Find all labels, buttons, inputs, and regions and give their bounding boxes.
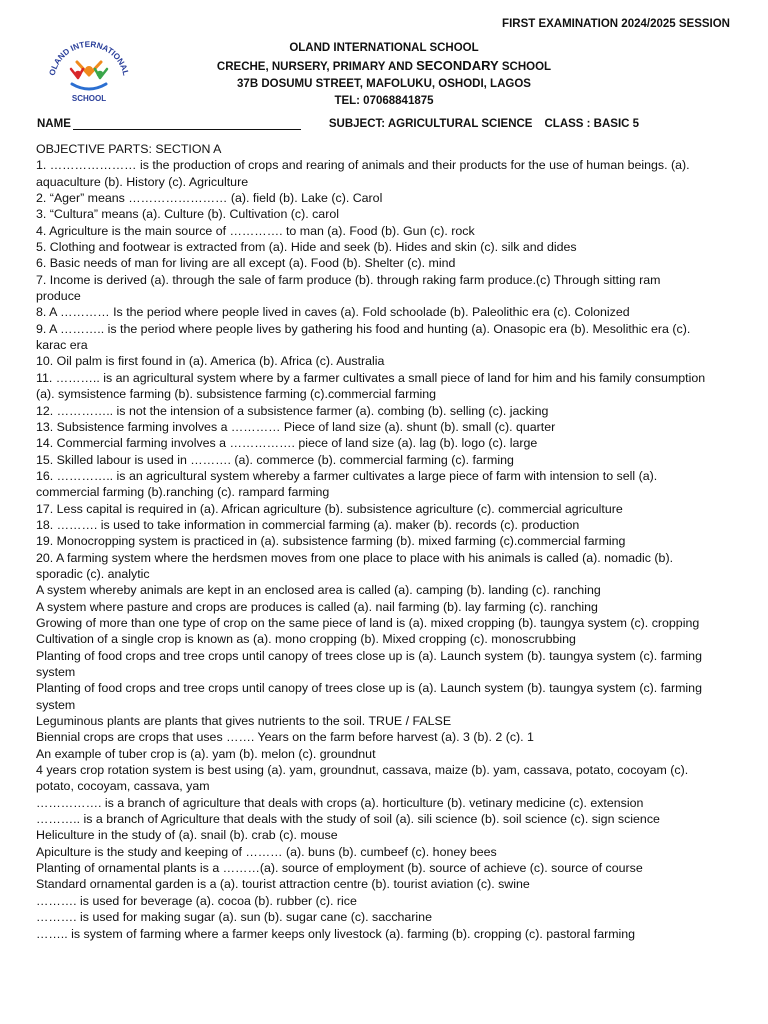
question-item: 14. Commercial farming involves a ……………. piece of land size (a). lag (b). logo (c). large [36, 436, 538, 451]
question-item: …….. is system of farming where a farmer keeps only livestock (a). farming (b). cropping (c). pastoral farming [36, 926, 636, 941]
question-item: Planting of food crops and tree crops until canopy of trees close up is (a). Launch system (b). taungya system (c). farming system [36, 681, 702, 712]
question-item: Planting of food crops and tree crops until canopy of trees close up is (a). Launch system (b). taungya system (c). farming system [36, 648, 702, 679]
logo-arc-text: OLAND INTERNATIONAL [47, 39, 131, 77]
question-item: 13. Subsistence farming involves a ………… Piece of land size (a). shunt (b). small (c). quarter [36, 419, 556, 434]
question-item: 4. Agriculture is the main source of …………. to man (a). Food (b). Gun (c). rock [36, 223, 475, 238]
question-item: 20. A farming system where the herdsmen moves from one place to place with his animals is called (a). nomadic (b). sporadic (c). analytic [36, 550, 674, 581]
question-item: A system where pasture and crops are produces is called (a). nail farming (b). lay farming (c). ranching [36, 599, 598, 614]
question-item: ………. is used for making sugar (a). sun (b). sugar cane (c). saccharine [36, 910, 432, 925]
section-heading: OBJECTIVE PARTS: SECTION A [36, 142, 222, 156]
question-item: 16. ………….. is an agricultural system whereby a farmer cultivates a large piece of farm with intension to sell (a). commercial farming (b).ranching (c). rampard farming [36, 468, 658, 500]
question-item: 9. A ……….. is the period where people lives by gathering his food and hunting (a). Onasopic era (b). Mesolithic era (c). karac era [36, 321, 691, 353]
school-name: OLAND INTERNATIONAL SCHOOL [289, 42, 479, 54]
question-item: Planting of ornamental plants is a ………(a). source of employment (b). source of achieve (c). source of course [36, 861, 643, 876]
question-item: 12. ………….. is not the intension of a subsistence farmer (a). combing (b). selling (c). jacking [36, 403, 549, 418]
question-item: Apiculture is the study and keeping of ……… (a). buns (b). cumbeef (c). honey bees [36, 844, 497, 859]
question-item: 5. Clothing and footwear is extracted from (a). Hide and seek (b). Hides and skin (c). silk and dides [36, 240, 577, 255]
exam-meta [37, 117, 740, 130]
name-blank[interactable] [73, 117, 301, 130]
question-item: Cultivation of a single crop is known as (a). mono cropping (b). Mixed cropping (c). monoscrubbing [36, 632, 576, 647]
questions-section [36, 141, 708, 942]
question-item: 11. ……….. is an agricultural system where by a farmer cultivates a small piece of land for him and his family consumption (a). symsistence farming (b). subsistence farming (c).commercial farming [36, 370, 706, 402]
session-title: FIRST EXAMINATION 2024/2025 SESSION [502, 18, 730, 30]
question-item: Heliculture in the study of (a). snail (b). crab (c). mouse [36, 828, 338, 843]
question-item: Growing of more than one type of crop on the same piece of land is (a). mixed cropping (b). taungya system (c). cropping [36, 615, 700, 630]
question-item: 3. “Cultura” means (a). Culture (b). Cultivation (c). carol [36, 207, 339, 222]
name-label: NAME [37, 118, 71, 130]
question-item: A system whereby animals are kept in an enclosed area is called (a). camping (b). landing (c). ranching [36, 583, 601, 598]
question-item: 4 years crop rotation system is best using (a). yam, groundnut, cassava, maize (b). yam, cassava, potato, cocoyam (c). potato, cocoyam, cassava, yam [36, 763, 689, 794]
question-item: 17. Less capital is required in (a). African agriculture (b). subsistence agriculture (c). commercial agriculture [36, 501, 623, 516]
question-item: 10. Oil palm is first found in (a). America (b). Africa (c). Australia [36, 354, 385, 369]
subject-label: SUBJECT: AGRICULTURAL SCIENCE [328, 118, 533, 130]
school-address: 37B DOSUMU STREET, MAFOLUKU, OSHODI, LAGOS [237, 78, 531, 90]
question-item: Leguminous plants are plants that gives nutrients to the soil. TRUE / FALSE [36, 714, 452, 729]
question-item: Standard ornamental garden is a (a). tourist attraction centre (b). tourist aviation (c). swine [36, 877, 530, 892]
class-label: CLASS : BASIC 5 [544, 118, 640, 130]
question-item: 15. Skilled labour is used in ………. (a). commerce (b). commercial farming (c). farming [36, 452, 514, 467]
question-item: ………. is used for beverage (a). cocoa (b). rubber (c). rice [36, 893, 357, 908]
school-header [0, 40, 768, 110]
logo-school-text: SCHOOL [71, 94, 107, 103]
school-levels: CRECHE, NURSERY, PRIMARY AND SECONDARY SCHOOL [216, 58, 552, 73]
question-item: ……………. is a branch of agriculture that deals with crops (a). horticulture (b). vetinary medicine (c). extension [36, 795, 644, 810]
question-item: 7. Income is derived (a). through the sale of farm produce (b). through raking farm produce.(c) Through sitting ram produce [36, 272, 661, 304]
school-tel: TEL: 07068841875 [334, 95, 434, 107]
question-item: 1. ………………… is the production of crops and rearing of animals and their products for the use of human beings. (a). aquaculture (b). History (c). Agriculture [36, 158, 690, 189]
question-item: An example of tuber crop is (a). yam (b). melon (c). groundnut [36, 746, 376, 761]
question-item: 6. Basic needs of man for living are all except (a). Food (b). Shelter (c). mind [36, 256, 456, 271]
question-item: Biennial crops are crops that uses ……. Years on the farm before harvest (a). 3 (b). 2 (c). 1 [36, 730, 534, 745]
question-item: 19. Monocropping system is practiced in (a). subsistence farming (b). mixed farming (c).commercial farming [36, 534, 626, 549]
question-item: ……….. is a branch of Agriculture that deals with the study of soil (a). sili science (b). soil science (c). sign science [36, 812, 660, 827]
question-item: 18. ………. is used to take information in commercial farming (a). maker (b). records (c). production [36, 517, 580, 532]
question-item: 8. A ………… Is the period where people lived in caves (a). Fold schoolade (b). Paleolithic era (c). Colonized [36, 305, 630, 320]
question-item: 2. “Ager” means …………………… (a). field (b). Lake (c). Carol [36, 191, 383, 206]
